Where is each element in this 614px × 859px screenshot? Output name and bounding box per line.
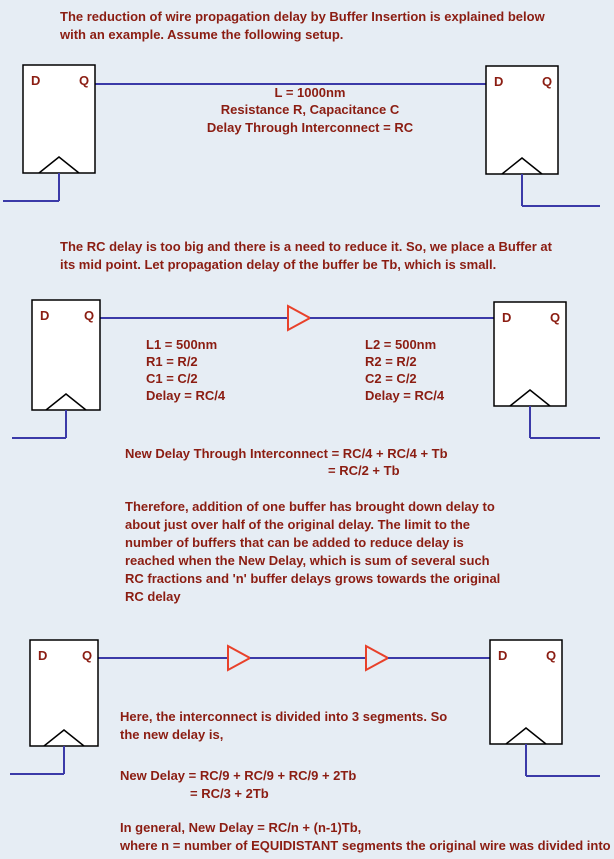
setup2-right-resistance: R2 = R/2 [365, 354, 417, 369]
mid-text-line-1: The RC delay is too big and there is a need to reduce it. So, we place a Buffer at [60, 239, 552, 254]
setup3-flipflop-right-q-label: Q [546, 648, 557, 663]
setup2-buffer-icon [288, 306, 310, 330]
setup3-formula-line-2: = RC/3 + 2Tb [190, 786, 269, 801]
setup3-formula-line-1: New Delay = RC/9 + RC/9 + RC/9 + 2Tb [120, 768, 357, 783]
setup3-text-line-2: the new delay is, [120, 727, 224, 742]
explanation-line-2: about just over half of the original delay. The limit to the [125, 517, 471, 532]
setup1-wire-delay: Delay Through Interconnect = RC [206, 120, 414, 135]
setup2-new-delay-line-2: = RC/2 + Tb [328, 463, 400, 478]
explanation-line-5: RC fractions and 'n' buffer delays grows towards the original [125, 571, 501, 586]
setup3-flipflop-left-q-label: Q [82, 648, 93, 663]
setup2-left-length: L1 = 500nm [146, 337, 218, 352]
setup2-flipflop-right-d-label: D [502, 310, 512, 325]
setup3-flipflop-left-d-label: D [38, 648, 48, 663]
setup2-flipflop-right-q-label: Q [550, 310, 561, 325]
setup2-right-length: L2 = 500nm [365, 337, 437, 352]
setup2-new-delay-line-1: New Delay Through Interconnect = RC/4 + RC/4 + Tb [125, 446, 448, 461]
setup2-left-delay: Delay = RC/4 [146, 388, 226, 403]
setup2-left-resistance: R1 = R/2 [146, 354, 198, 369]
setup1-wire-length: L = 1000nm [274, 85, 346, 100]
setup2-flipflop-left-q-label: Q [84, 308, 95, 323]
setup3-flipflop-right-d-label: D [498, 648, 508, 663]
setup3-buffer-2-icon [366, 646, 388, 670]
setup1-flipflop-left-d-label: D [31, 73, 41, 88]
setup1-flipflop-right-d-label: D [494, 74, 504, 89]
setup3-general-line-2: where n = number of EQUIDISTANT segments the original wire was divided into [120, 838, 611, 853]
explanation-line-6: RC delay [125, 589, 181, 604]
setup2-right-delay: Delay = RC/4 [365, 388, 445, 403]
setup1-flipflop-left-q-label: Q [79, 73, 90, 88]
setup2-flipflop-left-d-label: D [40, 308, 50, 323]
explanation-line-1: Therefore, addition of one buffer has brought down delay to [125, 499, 495, 514]
setup2-left-capacitance: C1 = C/2 [146, 371, 198, 386]
setup3-text-line-1: Here, the interconnect is divided into 3 segments. So [120, 709, 448, 724]
explanation-line-3: number of buffers that can be added to reduce delay is [125, 535, 464, 550]
setup3-general-line-1: In general, New Delay = RC/n + (n-1)Tb, [120, 820, 362, 835]
explanation-line-4: reached when the New Delay, which is sum of several such [125, 553, 490, 568]
intro-line-1: The reduction of wire propagation delay by Buffer Insertion is explained below [60, 9, 545, 24]
setup1-flipflop-right-q-label: Q [542, 74, 553, 89]
setup3-buffer-1-icon [228, 646, 250, 670]
setup1-wire-rc: Resistance R, Capacitance C [220, 102, 400, 117]
mid-text-line-2: its mid point. Let propagation delay of the buffer be Tb, which is small. [60, 257, 497, 272]
setup2-right-capacitance: C2 = C/2 [365, 371, 417, 386]
intro-line-2: with an example. Assume the following setup. [60, 27, 344, 42]
